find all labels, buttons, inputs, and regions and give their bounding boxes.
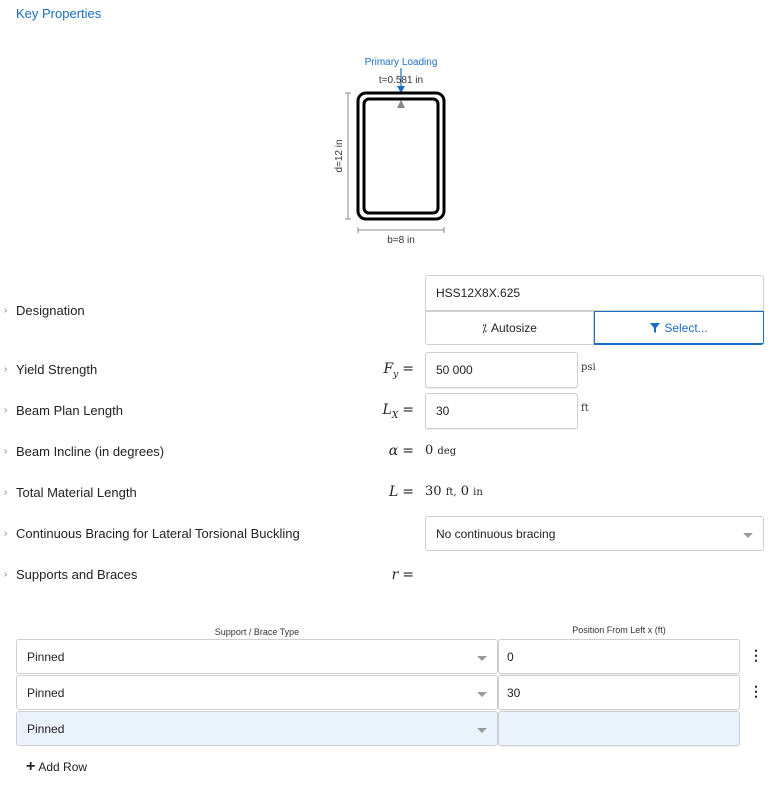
plan-length-symbol: $L_X$ = (382, 402, 414, 421)
designation-row-label[interactable] (4, 303, 85, 318)
row-menu-icon[interactable]: ⋮ (749, 683, 763, 699)
primary-loading-label: Primary Loading (364, 57, 438, 68)
col-header-position: Position From Left x (ft) (572, 625, 666, 635)
chevron-right-icon: › (4, 305, 8, 316)
bracing-row-label[interactable]: › Continuous Bracing for Lateral Torsional Buckling (4, 526, 300, 541)
plan-length-input[interactable]: 30 (425, 393, 578, 429)
position-input-new[interactable] (498, 711, 740, 746)
chevron-right-icon: › (4, 569, 8, 580)
chevron-right-icon: › (4, 405, 8, 416)
yield-input[interactable]: 50 000 (425, 352, 578, 388)
incline-row-label[interactable]: › Beam Incline (in degrees) (4, 444, 165, 459)
chevron-right-icon: › (4, 446, 8, 457)
incline-value: 0 deg (425, 443, 457, 458)
total-length-row-label[interactable]: › Total Material Length (4, 485, 137, 500)
inner-wall (364, 99, 438, 213)
plan-length-unit: ft (581, 403, 589, 414)
cross-section-diagram (320, 50, 470, 250)
support-type-select[interactable]: Pinned (16, 639, 498, 674)
hss-section-svg (320, 50, 470, 250)
chevron-down-icon (743, 533, 753, 538)
col-header-type: Support / Brace Type (214, 627, 300, 637)
chevron-right-icon: › (4, 528, 8, 539)
designation-field[interactable] (425, 275, 764, 311)
row-menu-icon[interactable]: ⋮ (749, 647, 763, 663)
designation-value: HSS12X8X.625 (436, 286, 521, 300)
bracing-select[interactable]: No continuous bracing (425, 516, 764, 551)
support-type-select[interactable]: Pinned (16, 675, 498, 710)
yield-symbol: $F_y$ = (383, 361, 414, 380)
position-input[interactable]: 0 (498, 639, 740, 674)
incline-symbol: α = (388, 443, 414, 459)
position-input[interactable]: 30 (498, 675, 740, 710)
key-properties-heading: Key Properties (16, 6, 102, 21)
width-label: b=8 in (387, 235, 415, 246)
add-row-button[interactable]: + Add Row (26, 758, 88, 775)
supports-row-label[interactable]: › Supports and Braces (4, 567, 138, 582)
plan-length-row-label[interactable]: › Beam Plan Length (4, 403, 123, 418)
support-type-select-new[interactable]: Pinned (16, 711, 498, 746)
thickness-label: t=0.581 in (378, 75, 424, 86)
chevron-down-icon (477, 728, 487, 733)
autosize-button[interactable]: ⁒ Autosize (425, 311, 594, 345)
chevron-right-icon: › (4, 487, 8, 498)
chevron-down-icon (477, 692, 487, 697)
filter-icon (650, 323, 660, 333)
total-length-value: 30 ft, 0 in (425, 484, 483, 499)
supports-symbol: r = (391, 567, 414, 583)
total-length-symbol: L = (388, 484, 414, 500)
yield-row-label[interactable]: › Yield Strength (4, 362, 98, 377)
designation-label: Designation (16, 303, 85, 318)
chevron-right-icon: › (4, 364, 8, 375)
select-button[interactable]: Select... (594, 311, 764, 345)
plus-icon: + (26, 758, 36, 775)
chevron-down-icon (477, 656, 487, 661)
outer-wall (358, 93, 444, 219)
depth-label: d=12 in (334, 139, 345, 173)
thickness-marker (397, 100, 405, 108)
yield-unit: psi (581, 362, 596, 373)
autosize-icon: ⁒ (482, 322, 487, 335)
